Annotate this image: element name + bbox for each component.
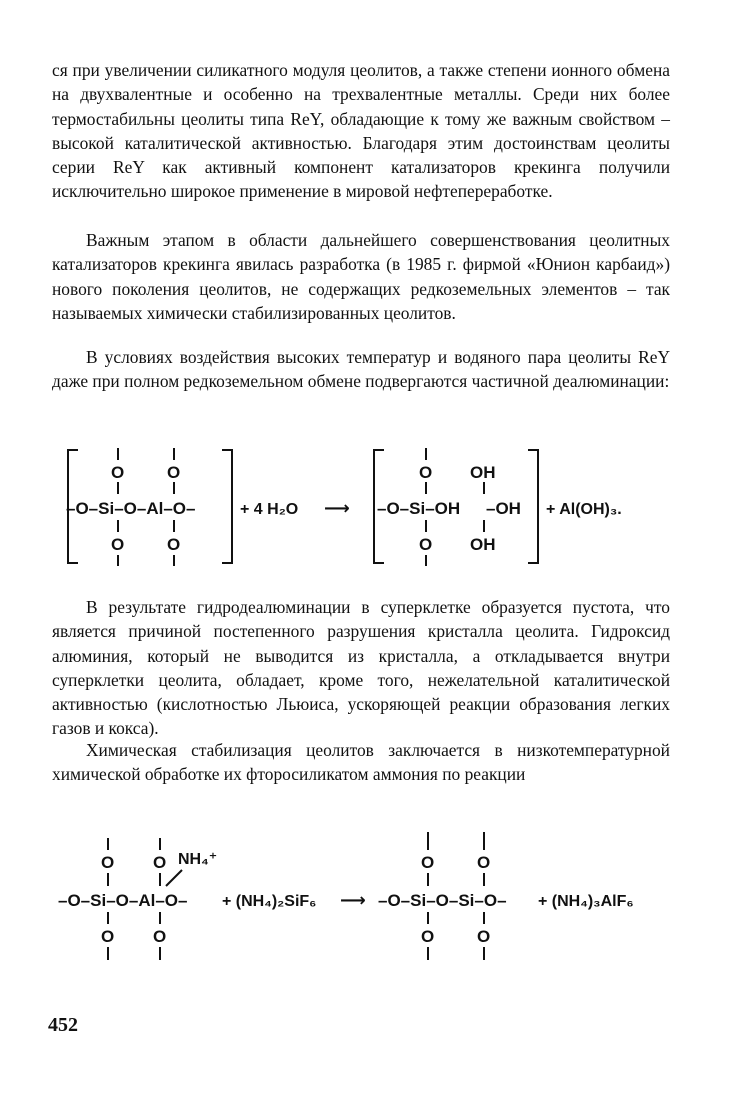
bond-line bbox=[166, 870, 182, 886]
oxygen-atom: O bbox=[111, 535, 125, 554]
oxygen-atom: O bbox=[167, 535, 181, 554]
oxygen-atom: O bbox=[421, 927, 435, 946]
oxygen-atom: O bbox=[153, 927, 167, 946]
oxygen-atom: O bbox=[167, 463, 181, 482]
equation-stabilization bbox=[58, 832, 634, 960]
chain-formula: –O–Si–O–Al–O– bbox=[58, 891, 188, 910]
paragraph-text: В условиях воздействия высоких температур и водяного пара цеолиты ReY даже при полном редкоземельном обмене подвергаются частичной деалюминации: bbox=[52, 347, 670, 392]
reaction-arrow: ⟶ bbox=[324, 498, 350, 518]
oxygen-atom: O bbox=[101, 853, 115, 872]
page-number: 452 bbox=[48, 1014, 78, 1036]
hydroxyl-group: –OH bbox=[486, 499, 521, 518]
oxygen-atom: O bbox=[419, 535, 433, 554]
product-label: + (NH₄)₃AlF₆ bbox=[538, 893, 634, 910]
hydroxyl-group: OH bbox=[470, 463, 496, 482]
reaction-arrow: ⟶ bbox=[340, 890, 366, 910]
chain-formula: –O–Si–OH bbox=[377, 499, 461, 518]
oxygen-atom: O bbox=[111, 463, 125, 482]
oxygen-atom: O bbox=[153, 853, 167, 872]
chain-formula: –O–Si–O–Si–O– bbox=[378, 891, 507, 910]
paragraph-text: Важным этапом в области дальнейшего совершенствования цеолитных катализаторов крекинга явилась разработка (в 1985 г. фирмой «Юнион карбаид») нового поколения цеолитов, не содержащих редкоземельных элементов – так называемых химически стабилизированных цеолитов. bbox=[52, 230, 670, 323]
equation-dealumination bbox=[66, 448, 622, 566]
hydroxyl-group: OH bbox=[470, 535, 496, 554]
paragraph-text: Химическая стабилизация цеолитов заключается в низкотемпературной химической обработке их фторосиликатом аммония по реакции bbox=[52, 740, 670, 785]
oxygen-atom: O bbox=[421, 853, 435, 872]
chain-formula: –O–Si–O–Al–O– bbox=[66, 499, 196, 518]
oxygen-atom: O bbox=[477, 853, 491, 872]
oxygen-atom: O bbox=[419, 463, 433, 482]
oxygen-atom: O bbox=[477, 927, 491, 946]
reagent-label: + (NH₄)₂SiF₆ bbox=[222, 893, 317, 910]
right-bracket bbox=[528, 450, 538, 563]
ammonium-ion: NH₄⁺ bbox=[178, 851, 218, 868]
right-bracket bbox=[222, 450, 232, 563]
text-paragraph-4 bbox=[52, 595, 670, 741]
reagent-label: + 4 H₂O bbox=[240, 501, 299, 518]
oxygen-atom: O bbox=[101, 927, 115, 946]
paragraph-text: В результате гидродеалюминации в суперклетке образуется пустота, что является причиной постепенного разрушения кристалла цеолита. Гидроксид алюминия, который не выводится из кристалла, а откладывается внутри суперклетки цеолита, обладает, кроме того, нежелательной каталитической активностью (кислотностью Льюиса, ускоряющей реакции образования легких газов и кокса). bbox=[52, 597, 670, 739]
text-paragraph-5 bbox=[52, 738, 670, 787]
paragraph-text: ся при увеличении силикатного модуля цеолитов, а также степени ионного обмена на двухвалентные и особенно на трехвалентные металлы. Среди них более термостабильны цеолиты типа ReY, обладающие к тому же важным свойством – высокой каталитической активностью. Благодаря этим достоинствам цеолиты серии ReY как активный компонент катализаторов крекинга получили исключительно широкое применение в мировой нефтепереработке. bbox=[52, 60, 670, 202]
product-label: + Al(OH)₃. bbox=[546, 501, 622, 518]
